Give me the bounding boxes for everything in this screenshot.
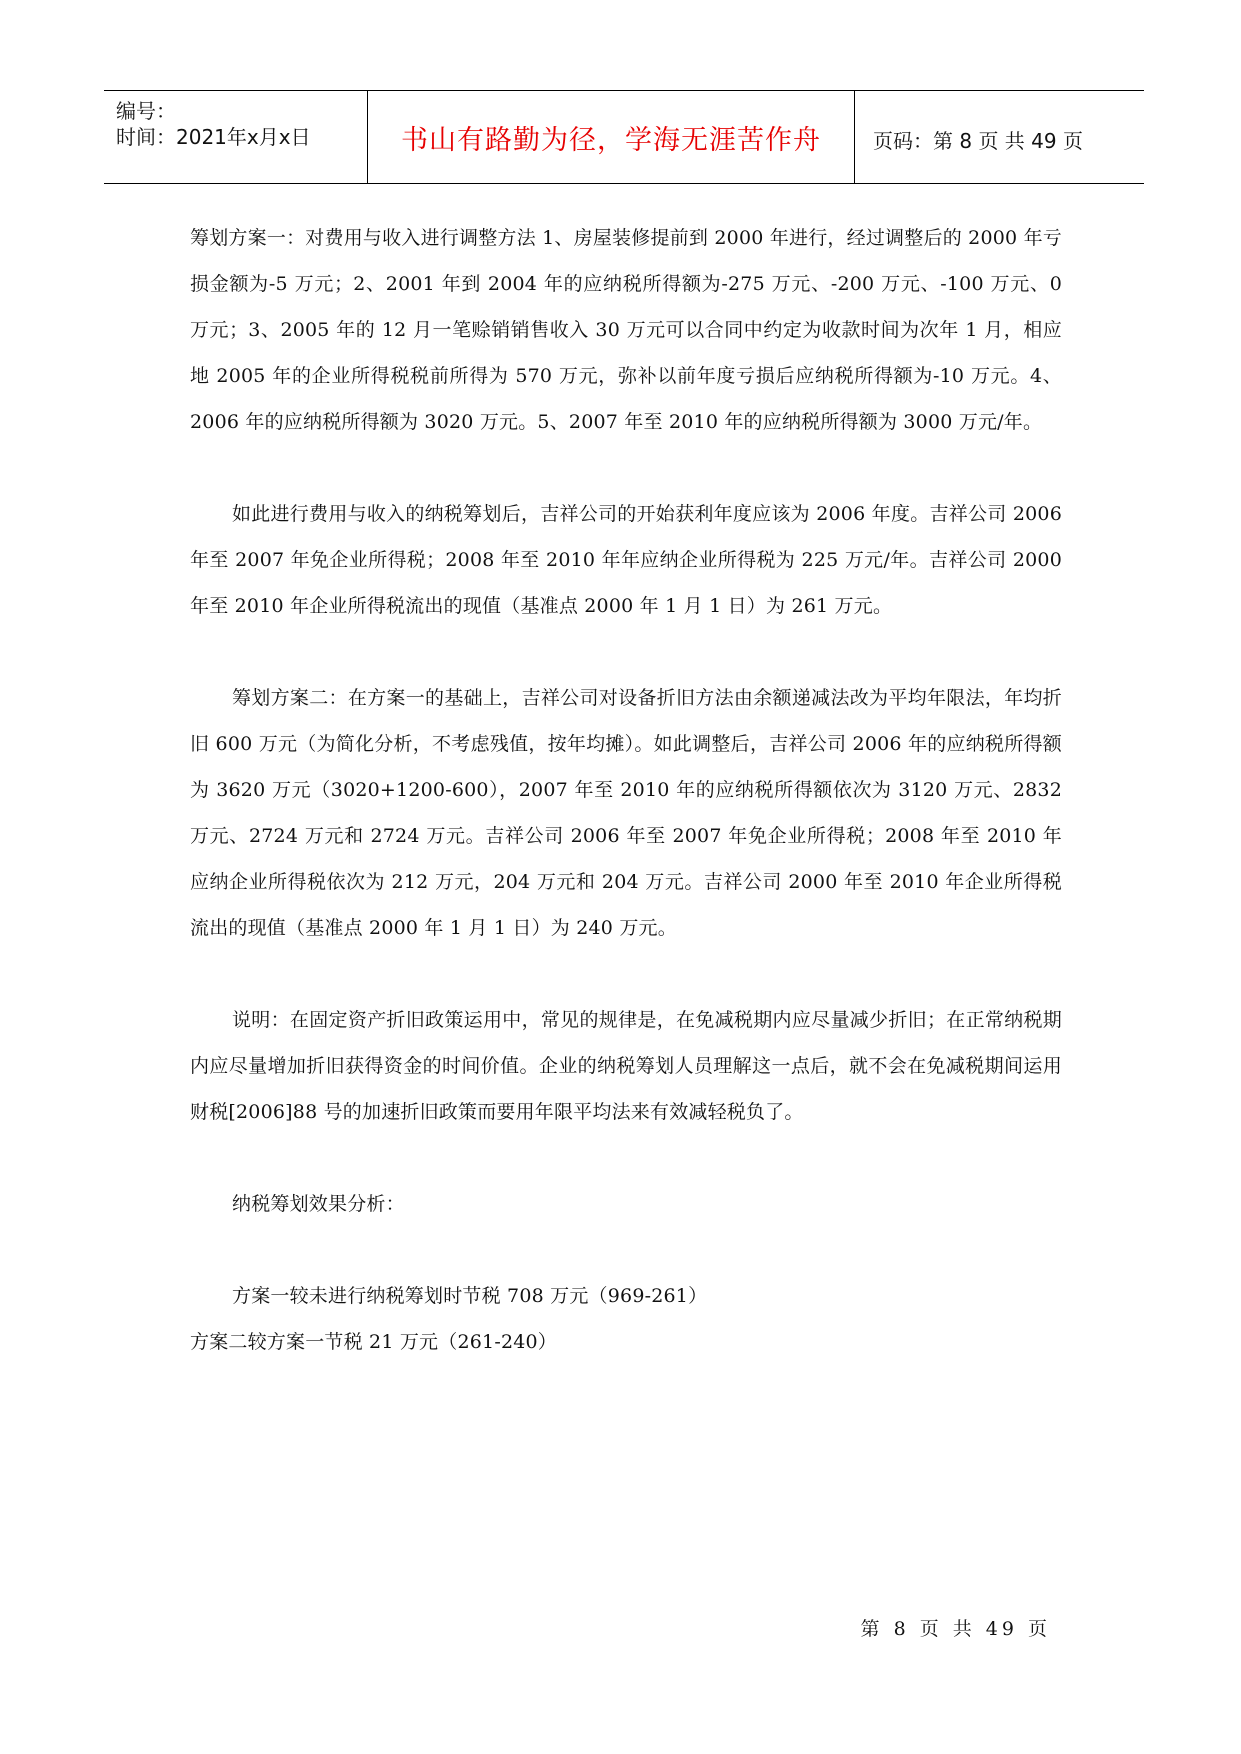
paragraph-explanation: 说明：在固定资产折旧政策运用中，常见的规律是，在免减税期内应尽量减少折旧；在正常纳税期内应尽量增加折旧获得资金的时间价值。企业的纳税筹划人员理解这一点后，就不会在免减税期间运用财税[2006]88 号的加速折旧政策而要用年限平均法来有效减轻税负了。 <box>190 1009 1062 1123</box>
header-page-number: 页码：第 8 页 共 49 页 <box>873 129 1083 153</box>
paragraph-effect-plan-two: 方案二较方案一节税 21 万元（261-240） <box>190 1331 558 1353</box>
paragraph-plan-one-result: 如此进行费用与收入的纳税筹划后，吉祥公司的开始获利年度应该为 2006 年度。吉祥公司 2006 年至 2007 年免企业所得税；2008 年至 2010 年年应纳企业所得税为 225 万元/年。吉祥公司 2000 年至 2010 年企业所得税流出的现值（基准点 2000 年 1 月 1 日）为 261 万元。 <box>190 503 1062 617</box>
document-time-label: 时间：2021年x月x日 <box>116 125 311 149</box>
paragraph-plan-two: 筹划方案二：在方案一的基础上，吉祥公司对设备折旧方法由余额递减法改为平均年限法，年均折旧 600 万元（为简化分析，不考虑残值，按年均摊）。如此调整后，吉祥公司 2006 年的应纳税所得额为 3620 万元（3020+1200-600），2007 年至 2010 年的应纳税所得额依次为 3120 万元、2832 万元、2724 万元和 2724 万元。吉祥公司 2006 年至 2007 年免企业所得税；2008 年至 2010 年应纳企业所得税依次为 212 万元，204 万元和 204 万元。吉祥公司 2000 年至 2010 年企业所得税流出的现值（基准点 2000 年 1 月 1 日）为 240 万元。 <box>190 687 1062 939</box>
paragraph-effect-plan-one: 方案一较未进行纳税筹划时节税 708 万元（969-261） <box>232 1285 708 1307</box>
document-number-label: 编号： <box>116 99 176 123</box>
header-page-cell <box>855 91 1144 183</box>
header-meta <box>104 91 368 183</box>
paragraph-effect-heading: 纳税筹划效果分析： <box>232 1193 405 1215</box>
paragraph-plan-one: 筹划方案一：对费用与收入进行调整方法 1、房屋装修提前到 2000 年进行，经过调整后的 2000 年亏损金额为-5 万元；2、2001 年到 2004 年的应纳税所得额为-275 万元、-200 万元、-100 万元、0 万元；3、2005 年的 12 月一笔赊销销售收入 30 万元可以合同中约定为收款时间为次年 1 月，相应地 2005 年的企业所得税税前所得为 570 万元，弥补以前年度亏损后应纳税所得额为-10 万元。4、2006 年的应纳税所得额为 3020 万元。5、2007 年至 2010 年的应纳税所得额为 3000 万元/年。 <box>190 227 1062 433</box>
document-body <box>190 215 1062 1365</box>
page-footer: 第 8 页 共 49 页 <box>860 1618 1051 1640</box>
page-header <box>104 90 1144 184</box>
header-motto: 书山有路勤为径，学海无涯苦作舟 <box>401 125 821 156</box>
header-motto-cell <box>368 91 855 183</box>
